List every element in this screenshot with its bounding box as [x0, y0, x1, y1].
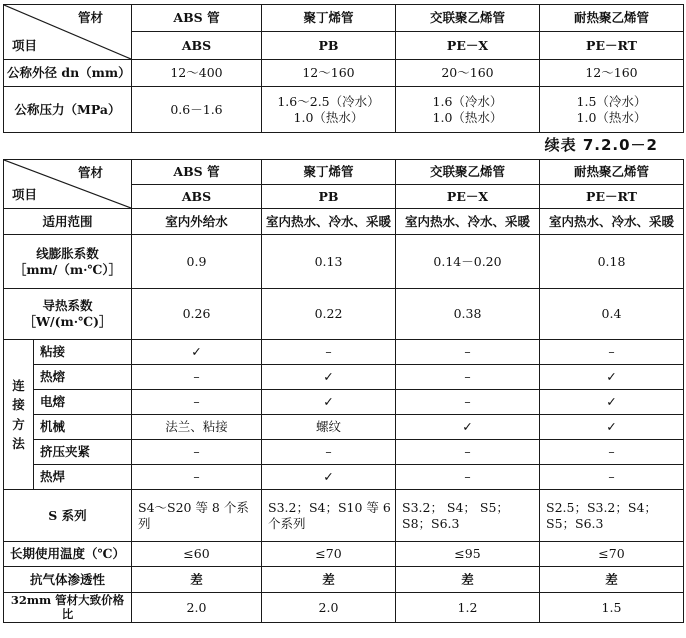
table-cell [132, 87, 262, 133]
table-cell: 室内热水、冷水、采暖 [396, 209, 540, 235]
col-name-pex: 交联聚乙烯管 [396, 5, 540, 32]
table-cell: – [540, 440, 684, 465]
table-cell: – [396, 340, 540, 365]
table-cell: 室内外给水 [132, 209, 262, 235]
cell-line: 0.6－1.6 [170, 101, 223, 117]
table-cell: 差 [540, 567, 684, 593]
col-name-pb: 聚丁烯管 [262, 5, 396, 32]
row-label-temperature: 长期使用温度（℃） [4, 542, 132, 567]
table-cell: – [396, 390, 540, 415]
connection-group-label [4, 340, 34, 490]
table-cell: 0.26 [132, 289, 262, 340]
table-row [4, 542, 684, 567]
table-row [4, 593, 684, 623]
header-material-label: 管材 [77, 165, 103, 180]
table-cell: ✓ [540, 390, 684, 415]
header-item-label: 项目 [12, 38, 38, 54]
table-cell: 12～160 [262, 60, 396, 87]
table-cell: – [396, 365, 540, 390]
table-top [3, 4, 684, 133]
table-cell: S3.2； S4； S5； S8；S6.3 [396, 490, 540, 542]
table-row [4, 415, 684, 440]
table-cell: 2.0 [132, 593, 262, 623]
vertical-char: 接 [12, 397, 25, 413]
table-cell: 室内热水、冷水、采暖 [540, 209, 684, 235]
cell-line: 1.0（热水） [432, 109, 503, 125]
cell-line: 1.6～2.5（冷水） [277, 93, 380, 109]
row-label-price: 32mm 管材大致价格比 [4, 593, 132, 623]
label-line: 线膨胀系数 [36, 245, 99, 261]
table-cell: – [132, 390, 262, 415]
table-cell: ✓ [262, 465, 396, 490]
table-cell [540, 87, 684, 133]
table-cell: 1.5 [540, 593, 684, 623]
col-code-abs: ABS [132, 32, 262, 60]
table-row [4, 567, 684, 593]
table-cell: S4～S20 等 8 个系列 [132, 490, 262, 542]
col-name-abs: ABS 管 [132, 5, 262, 32]
row-label-electrofusion: 电熔 [34, 390, 132, 415]
header-diagonal-cell [4, 160, 132, 209]
table-cell: ✓ [540, 365, 684, 390]
table-bottom [3, 159, 684, 623]
row-label-s-series: S 系列 [4, 490, 132, 542]
header-material-label: 管材 [77, 10, 103, 25]
cell-line: 1.6（冷水） [432, 93, 503, 109]
row-label-hot-weld: 热焊 [34, 465, 132, 490]
col-name-pb: 聚丁烯管 [262, 160, 396, 185]
table-cell: – [132, 465, 262, 490]
table-row [4, 235, 684, 289]
col-code-pert: PE－RT [540, 185, 684, 209]
table-cell: 差 [396, 567, 540, 593]
row-label-conductivity [4, 289, 132, 340]
row-label-diameter: 公称外径 dn（mm） [4, 60, 132, 87]
table-row [4, 87, 684, 133]
header-diagonal-cell [4, 5, 132, 60]
table-cell: 2.0 [262, 593, 396, 623]
table-cell [262, 87, 396, 133]
table-cell: ≤70 [262, 542, 396, 567]
col-code-pert: PE－RT [540, 32, 684, 60]
table-cell: 0.38 [396, 289, 540, 340]
col-name-pex: 交联聚乙烯管 [396, 160, 540, 185]
vertical-char: 方 [12, 416, 25, 432]
label-line: ［mm/（m·℃）］ [13, 261, 122, 277]
table-cell [396, 87, 540, 133]
label-line: 导热系数 [42, 298, 93, 314]
table-cell: 12～160 [540, 60, 684, 87]
row-label-scope: 适用范围 [4, 209, 132, 235]
row-label-pressure: 公称压力（MPa） [4, 87, 132, 133]
table-cell: 差 [262, 567, 396, 593]
row-label-expansion [4, 235, 132, 289]
table-cell: – [262, 340, 396, 365]
table-cell: 差 [132, 567, 262, 593]
table-cell: ✓ [262, 390, 396, 415]
table-cell: – [132, 440, 262, 465]
col-code-pex: PE－X [396, 32, 540, 60]
table-cell: ≤95 [396, 542, 540, 567]
table-cell: ✓ [132, 340, 262, 365]
cell-line: 1.0（热水） [576, 109, 647, 125]
table-cell: 12～400 [132, 60, 262, 87]
table-cell: 0.22 [262, 289, 396, 340]
col-name-abs: ABS 管 [132, 160, 262, 185]
table-caption: 续表 7.2.0－2 [544, 136, 658, 154]
col-name-pert: 耐热聚乙烯管 [540, 160, 684, 185]
table-cell: 0.13 [262, 235, 396, 289]
vertical-char: 连 [12, 377, 25, 393]
table-cell: – [262, 440, 396, 465]
col-code-pb: PB [262, 185, 396, 209]
label-line: ［W/(m·℃)］ [23, 314, 112, 329]
table-cell: – [396, 440, 540, 465]
table-cell: ≤60 [132, 542, 262, 567]
cell-line: 1.0（热水） [293, 109, 364, 125]
table-row [4, 209, 684, 235]
table-cell: ✓ [262, 365, 396, 390]
table-row [4, 60, 684, 87]
table-cell: 螺纹 [262, 415, 396, 440]
table-cell: – [540, 340, 684, 365]
table-cell: S2.5；S3.2；S4；S5；S6.3 [540, 490, 684, 542]
row-label-compression: 挤压夹紧 [34, 440, 132, 465]
row-label-mechanical: 机械 [34, 415, 132, 440]
col-code-pb: PB [262, 32, 396, 60]
vertical-char: 法 [12, 435, 25, 451]
col-code-pex: PE－X [396, 185, 540, 209]
row-label-gas: 抗气体渗透性 [4, 567, 132, 593]
table-cell: 0.4 [540, 289, 684, 340]
table-cell: – [132, 365, 262, 390]
row-label-hot-melt: 热熔 [34, 365, 132, 390]
table-row [4, 289, 684, 340]
table-row [4, 440, 684, 465]
table-row [4, 365, 684, 390]
table-cell: 0.18 [540, 235, 684, 289]
table-cell: 20～160 [396, 60, 540, 87]
table-row [4, 390, 684, 415]
row-label-adhesive: 粘接 [34, 340, 132, 365]
table-row [4, 490, 684, 542]
table-row [4, 340, 684, 365]
cell-line: 1.5（冷水） [576, 93, 647, 109]
table-cell: ≤70 [540, 542, 684, 567]
table-cell: S3.2；S4；S10 等 6 个系列 [262, 490, 396, 542]
table-cell: 法兰、粘接 [132, 415, 262, 440]
table-cell: 0.14－0.20 [396, 235, 540, 289]
header-item-label: 项目 [12, 187, 38, 203]
table-cell: – [396, 465, 540, 490]
table-row [4, 465, 684, 490]
table-cell: ✓ [540, 415, 684, 440]
table-cell: 室内热水、冷水、采暖 [262, 209, 396, 235]
table-cell: ✓ [396, 415, 540, 440]
col-code-abs: ABS [132, 185, 262, 209]
col-name-pert: 耐热聚乙烯管 [540, 5, 684, 32]
table-cell: – [540, 465, 684, 490]
table-cell: 0.9 [132, 235, 262, 289]
table-cell: 1.2 [396, 593, 540, 623]
